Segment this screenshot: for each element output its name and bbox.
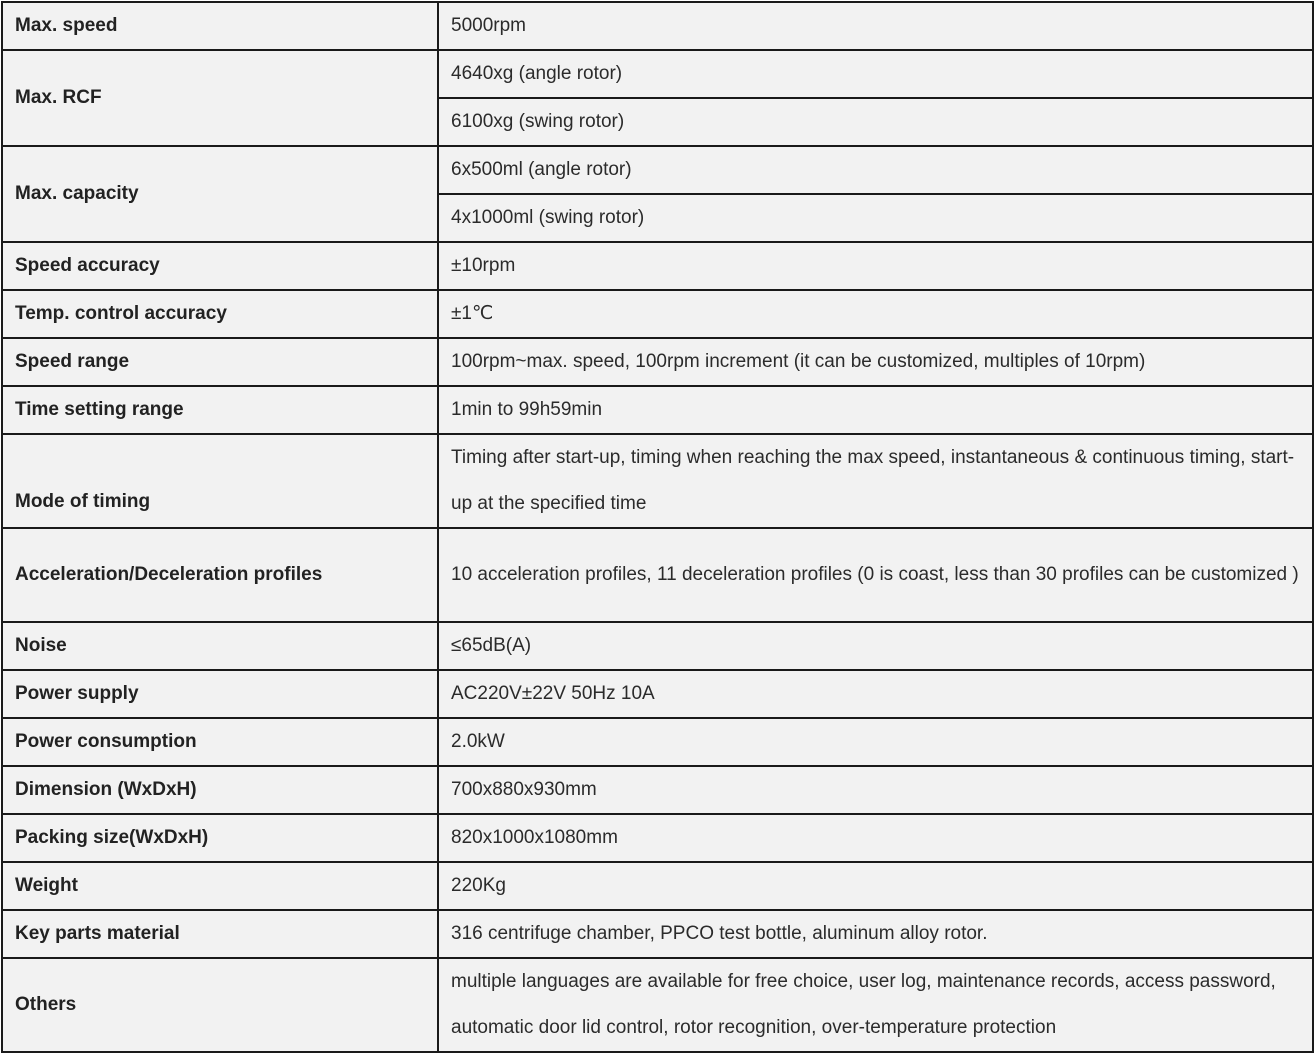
spec-value: 6100xg (swing rotor) [438, 98, 1313, 146]
spec-value: 2.0kW [438, 718, 1313, 766]
spec-label: Dimension (WxDxH) [2, 766, 438, 814]
spec-value: 100rpm~max. speed, 100rpm increment (it can be customized, multiples of 10rpm) [438, 338, 1313, 386]
spec-value: 820x1000x1080mm [438, 814, 1313, 862]
table-row [2, 50, 1313, 98]
spec-value: Timing after start-up, timing when reaching the max speed, instantaneous & continuous timing, start-up at the specified time [438, 434, 1313, 528]
table-row [2, 386, 1313, 434]
spec-value: 1min to 99h59min [438, 386, 1313, 434]
spec-value: 6x500ml (angle rotor) [438, 146, 1313, 194]
spec-value: ≤65dB(A) [438, 622, 1313, 670]
spec-value: 700x880x930mm [438, 766, 1313, 814]
table-row [2, 434, 1313, 528]
table-row [2, 910, 1313, 958]
spec-label: Max. RCF [2, 50, 438, 146]
spec-value: ±1℃ [438, 290, 1313, 338]
table-row [2, 622, 1313, 670]
spec-label: Speed accuracy [2, 242, 438, 290]
spec-label: Key parts material [2, 910, 438, 958]
spec-label: Max. capacity [2, 146, 438, 242]
spec-table [1, 1, 1314, 1053]
spec-label: Speed range [2, 338, 438, 386]
spec-value: 10 acceleration profiles, 11 deceleration profiles (0 is coast, less than 30 profiles can be customized ) [438, 528, 1313, 622]
table-row [2, 338, 1313, 386]
spec-value: 220Kg [438, 862, 1313, 910]
table-row [2, 718, 1313, 766]
table-row [2, 290, 1313, 338]
spec-label: Power consumption [2, 718, 438, 766]
spec-value: 4x1000ml (swing rotor) [438, 194, 1313, 242]
table-row [2, 528, 1313, 622]
spec-label: Mode of timing [2, 434, 438, 528]
spec-label: Time setting range [2, 386, 438, 434]
table-row [2, 146, 1313, 194]
table-row [2, 958, 1313, 1052]
table-row [2, 814, 1313, 862]
spec-value: 316 centrifuge chamber, PPCO test bottle, aluminum alloy rotor. [438, 910, 1313, 958]
spec-value: AC220V±22V 50Hz 10A [438, 670, 1313, 718]
spec-value: 4640xg (angle rotor) [438, 50, 1313, 98]
spec-value: ±10rpm [438, 242, 1313, 290]
spec-value: 5000rpm [438, 2, 1313, 50]
table-row [2, 242, 1313, 290]
spec-label: Temp. control accuracy [2, 290, 438, 338]
spec-label: Packing size(WxDxH) [2, 814, 438, 862]
spec-label: Noise [2, 622, 438, 670]
spec-label: Acceleration/Deceleration profiles [2, 528, 438, 622]
table-row [2, 2, 1313, 50]
table-row [2, 766, 1313, 814]
spec-value: multiple languages are available for free choice, user log, maintenance records, access password, automatic door lid control, rotor recognition, over-temperature protection [438, 958, 1313, 1052]
spec-label: Power supply [2, 670, 438, 718]
table-row [2, 862, 1313, 910]
spec-label: Others [2, 958, 438, 1052]
spec-label: Weight [2, 862, 438, 910]
table-row [2, 670, 1313, 718]
spec-label: Max. speed [2, 2, 438, 50]
